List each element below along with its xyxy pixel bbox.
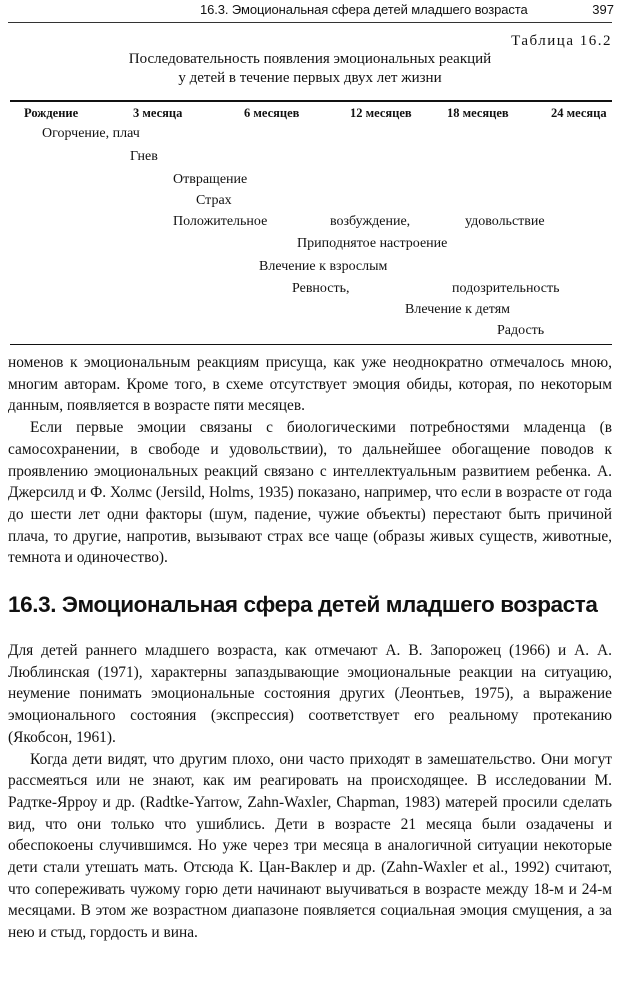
paragraph: номенов к эмоциональным реакциям присуща, как уже неоднократно отмечалось мною, многим авторам. Кроме того, в схеме отсутствует эмоция обиды, которая, по некоторым данным, появляется в возрасте пяти месяцев.	[8, 354, 612, 415]
table-entry: Страх	[196, 193, 232, 208]
table-entry: Влечение к детям	[405, 302, 511, 317]
table-entry: Положительное	[173, 214, 268, 229]
table-entry: Гнев	[130, 149, 158, 164]
column-header-6-months: 6 месяцев	[244, 106, 300, 120]
paragraph: Для детей раннего младшего возраста, как отмечают А. В. Запорожец (1966) и А. А. Люблинская (1971), характерны запаздывающие эмоциональные реакции на ситуацию, неумение понимать эмоциональные состояния других (Леонтьев, 1975), а выражение эмоционального состояния (экспрессия) соответствует его реальному протеканию (Якобсон, 1961).	[8, 642, 612, 746]
table-caption	[0, 50, 620, 88]
table-entry: Отвращение	[173, 172, 248, 187]
paragraph: Когда дети видят, что другим плохо, они часто приходят в замешательство. Они могут рассмеяться или не знают, как им реагировать на происходящее. В исследовании М. Радтке-Ярроу и др. (Radtke-Yarrow, Zahn-Waxler, Chapman, 1983) матерей просили сделать вид, что они только что ушиблись. Дети в возрасте 21 месяца были озадачены и обеспокоены случившимся. Но уже через три месяца в аналогичной ситуации некоторые дети стали утешать мать. Отсюда К. Цан-Ваклер и др. (Zahn-Waxler et al., 1992) считают, что сопереживать чужому горю дети начинают выучиваться в возрасте между 18-м и 24-м месяцами. В этом же возрастном диапазоне появляется социальная эмоция смущения, а за нею и стыд, гордость и вина.	[8, 750, 612, 942]
body-text-upper	[8, 352, 612, 569]
table-bottom-rule	[10, 344, 612, 345]
column-header-18-months: 18 месяцев	[447, 106, 509, 120]
table-entry: Радость	[497, 323, 545, 338]
page-number: 397	[592, 2, 614, 17]
table-entry: Огорчение, плач	[42, 126, 140, 141]
table-caption-line: Последовательность появления эмоциональных реакций	[128, 51, 492, 67]
running-header-title: 16.3. Эмоциональная сфера детей младшего возраста	[200, 2, 528, 17]
body-text-lower	[8, 640, 612, 944]
table-entry: подозрительность	[452, 281, 560, 296]
header-rule	[8, 22, 612, 23]
table-entry: Ревность,	[292, 281, 350, 296]
paragraph: Если первые эмоции связаны с биологическими потребностями младенца (в самосохранении, в свободе и удовольствии), то дальнейшее обогащение поводов к проявлению эмоциональных реакций связано с интеллектуальным развитием ребенка. А. Джерсилд и Ф. Холмс (Jersild, Holms, 1935) показано, например, что если в возрасте от года до шести лет одни факторы (шум, падение, чужие объекты) перестают быть причиной плача, то другие, напротив, вызывают страх все чаще (образы живых существ, животные, темнота и одиночество).	[8, 419, 612, 567]
table-entry: Приподнятое настроение	[297, 236, 448, 251]
column-header-3-months: 3 месяца	[133, 106, 183, 120]
section-heading: 16.3. Эмоциональная сфера детей младшего возраста	[8, 592, 598, 617]
table-entry: возбуждение,	[330, 214, 411, 229]
column-header-birth: Рождение	[24, 106, 79, 120]
table-top-rule	[10, 100, 612, 102]
column-header-12-months: 12 месяцев	[350, 106, 412, 120]
column-header-24-months: 24 месяца	[551, 106, 607, 120]
table-caption-line: у детей в течение первых двух лет жизни	[178, 70, 442, 86]
table-entry: Влечение к взрослым	[259, 259, 388, 274]
table-entry: удовольствие	[465, 214, 545, 229]
table-label: Таблица 16.2	[511, 33, 612, 49]
